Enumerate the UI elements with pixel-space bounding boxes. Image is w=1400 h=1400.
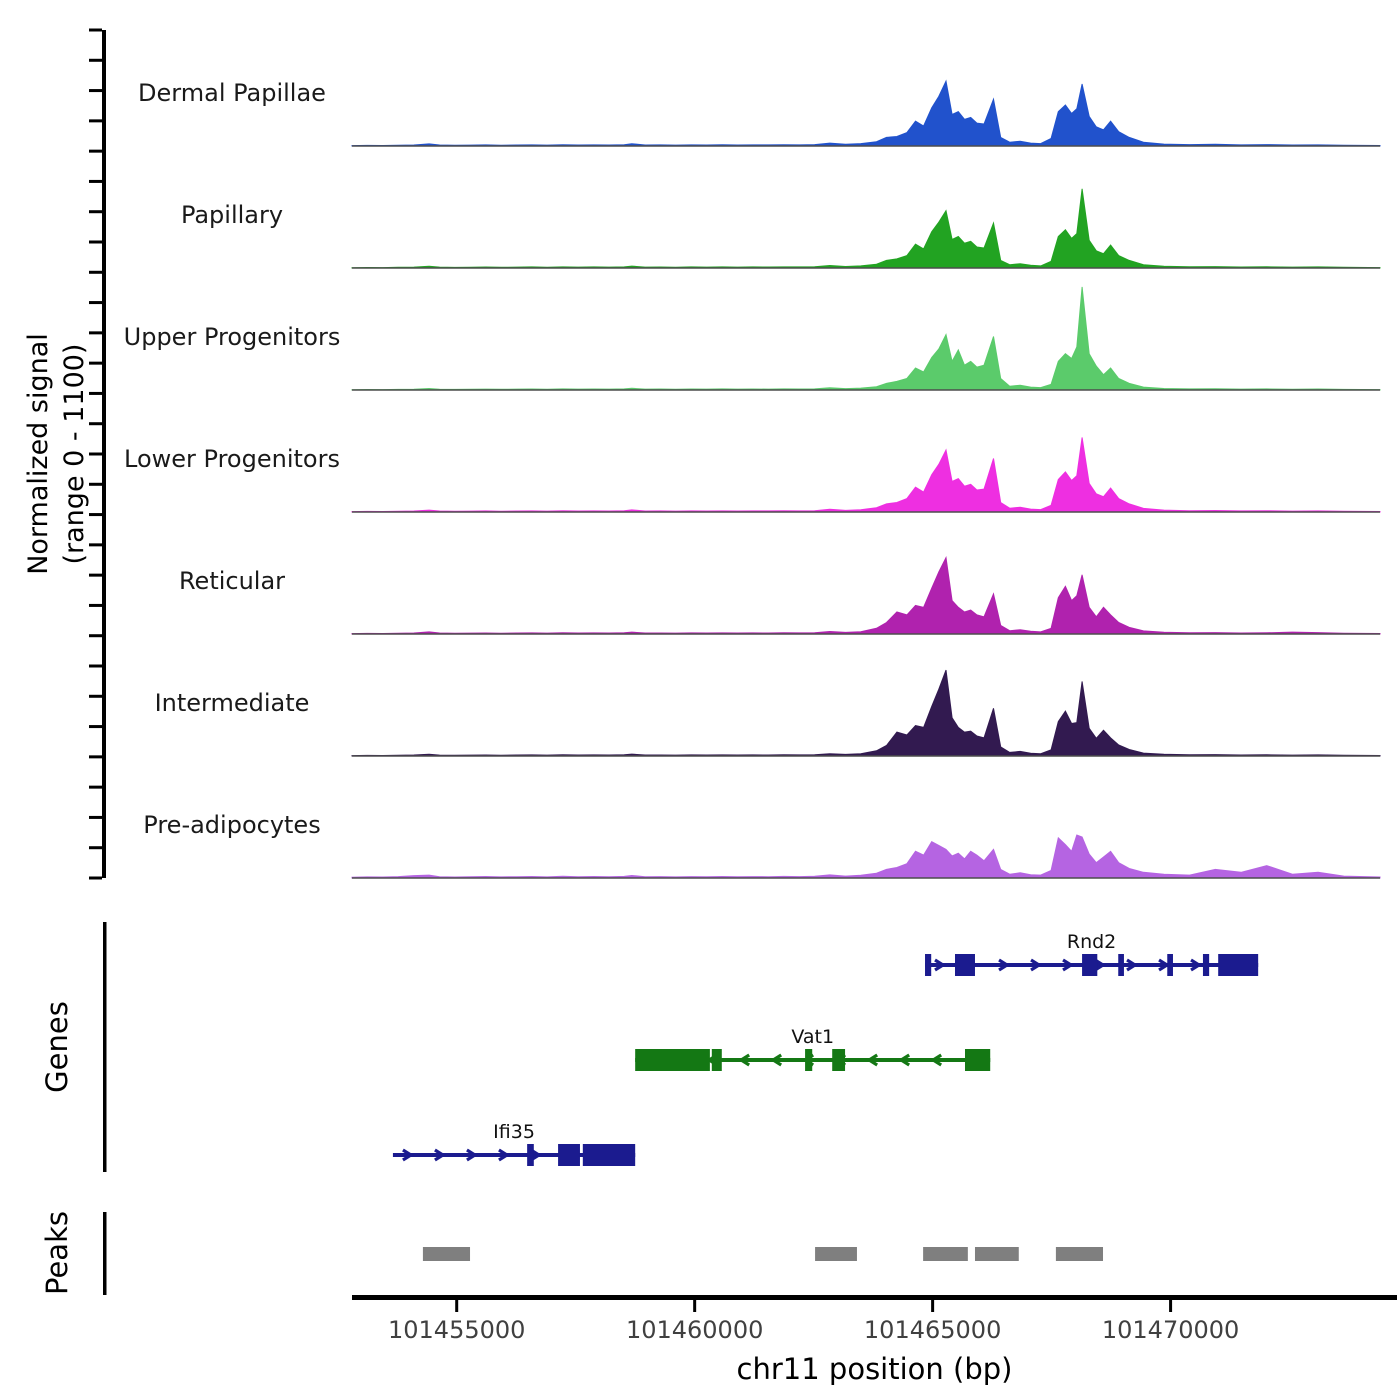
signal-area: [352, 835, 1380, 878]
gene-exon: [1082, 954, 1097, 976]
signal-area: [352, 558, 1380, 634]
gene-vat1: [635, 1049, 990, 1071]
track-label-upper-progenitors: Upper Progenitors: [123, 323, 341, 351]
peak-interval: [1056, 1247, 1103, 1261]
signal-track-intermediate: [352, 670, 1380, 756]
y-axis-tick: [89, 786, 102, 789]
peaks-section: [103, 1212, 1103, 1295]
gene-exon: [712, 1049, 722, 1071]
peak-interval: [923, 1247, 968, 1261]
x-tick-label: 101460000: [625, 1316, 764, 1344]
track-label-pre-adipocytes: Pre-adipocytes: [143, 811, 321, 839]
x-axis: [352, 1295, 1397, 1312]
signal-track-lower-progenitors: [352, 438, 1380, 513]
x-axis-title: chr11 position (bp): [736, 1352, 1013, 1386]
x-tick-label: 101465000: [863, 1316, 1002, 1344]
gene-exon: [832, 1049, 845, 1071]
y-axis-tick: [89, 816, 102, 819]
gene-exon: [805, 1049, 812, 1071]
y-axis-tick: [89, 29, 102, 32]
genes-section: [103, 922, 107, 1172]
x-axis-tick: [931, 1300, 934, 1312]
gene-exon: [1167, 954, 1173, 976]
signal-track-reticular: [352, 558, 1380, 634]
signal-area: [352, 670, 1380, 756]
gene-exon: [925, 954, 931, 976]
signal-track-papillary: [352, 189, 1380, 268]
signal-track-pre-adipocytes: [352, 835, 1380, 878]
gene-exon: [1203, 954, 1209, 976]
track-label-papillary: Papillary: [180, 201, 284, 229]
signal-area: [352, 189, 1380, 268]
signal-track-dermal-papillae: [352, 81, 1380, 146]
gene-exon: [955, 954, 975, 976]
y-axis-tick: [89, 210, 102, 213]
gene-exon: [1218, 954, 1258, 976]
y-axis-tick: [89, 241, 102, 244]
y-axis-tick: [89, 59, 102, 62]
track-label-lower-progenitors: Lower Progenitors: [124, 445, 340, 473]
peak-interval: [423, 1247, 470, 1261]
x-tick-label: 101455000: [387, 1316, 526, 1344]
y-axis-label-line2: (range 0 - 1100): [59, 343, 90, 565]
gene-label-rnd2: Rnd2: [1066, 931, 1117, 953]
y-axis-label-line1: Normalized signal: [23, 333, 54, 575]
y-axis-tick: [89, 725, 102, 728]
y-axis-tick: [89, 301, 102, 304]
y-axis-tick: [89, 846, 102, 849]
y-axis-tick: [89, 634, 102, 637]
gene-label-ifi35: Ifi35: [493, 1121, 535, 1143]
y-axis-tick: [89, 695, 102, 698]
gene-exon: [527, 1144, 534, 1166]
x-axis-tick: [693, 1300, 696, 1312]
y-axis-tick: [89, 180, 102, 183]
gene-exon: [635, 1049, 710, 1071]
track-label-dermal-papillae: Dermal Papillae: [138, 79, 326, 107]
y-axis-tick: [89, 150, 102, 153]
gene-ifi35: [393, 1144, 635, 1166]
x-axis-tick: [455, 1300, 458, 1312]
x-axis-tick: [1169, 1300, 1172, 1312]
y-axis-label: [21, 333, 93, 575]
y-axis-tick: [89, 755, 102, 758]
signal-area: [352, 81, 1380, 146]
gene-label-vat1: Vat1: [791, 1026, 835, 1048]
y-axis-tick: [89, 665, 102, 668]
signal-area: [352, 438, 1380, 513]
signal-track-upper-progenitors: [352, 287, 1380, 390]
peak-interval: [975, 1247, 1019, 1261]
y-axis-tick: [89, 604, 102, 607]
y-axis-tick: [89, 271, 102, 274]
peak-interval: [815, 1247, 857, 1261]
y-axis-tick: [89, 877, 102, 880]
genes-section-label: Genes: [40, 1001, 74, 1093]
gene-exon: [583, 1144, 635, 1166]
gene-rnd2: [925, 954, 1258, 976]
peaks-section-label: Peaks: [40, 1211, 74, 1295]
gene-exon: [965, 1049, 990, 1071]
y-axis-tick: [89, 119, 102, 122]
gene-exon: [1118, 954, 1124, 976]
signal-area: [352, 287, 1380, 390]
gene-exon: [558, 1144, 580, 1166]
track-label-reticular: Reticular: [178, 567, 286, 595]
x-tick-label: 101470000: [1101, 1316, 1240, 1344]
y-axis-tick: [89, 89, 102, 92]
track-label-intermediate: Intermediate: [154, 689, 310, 717]
